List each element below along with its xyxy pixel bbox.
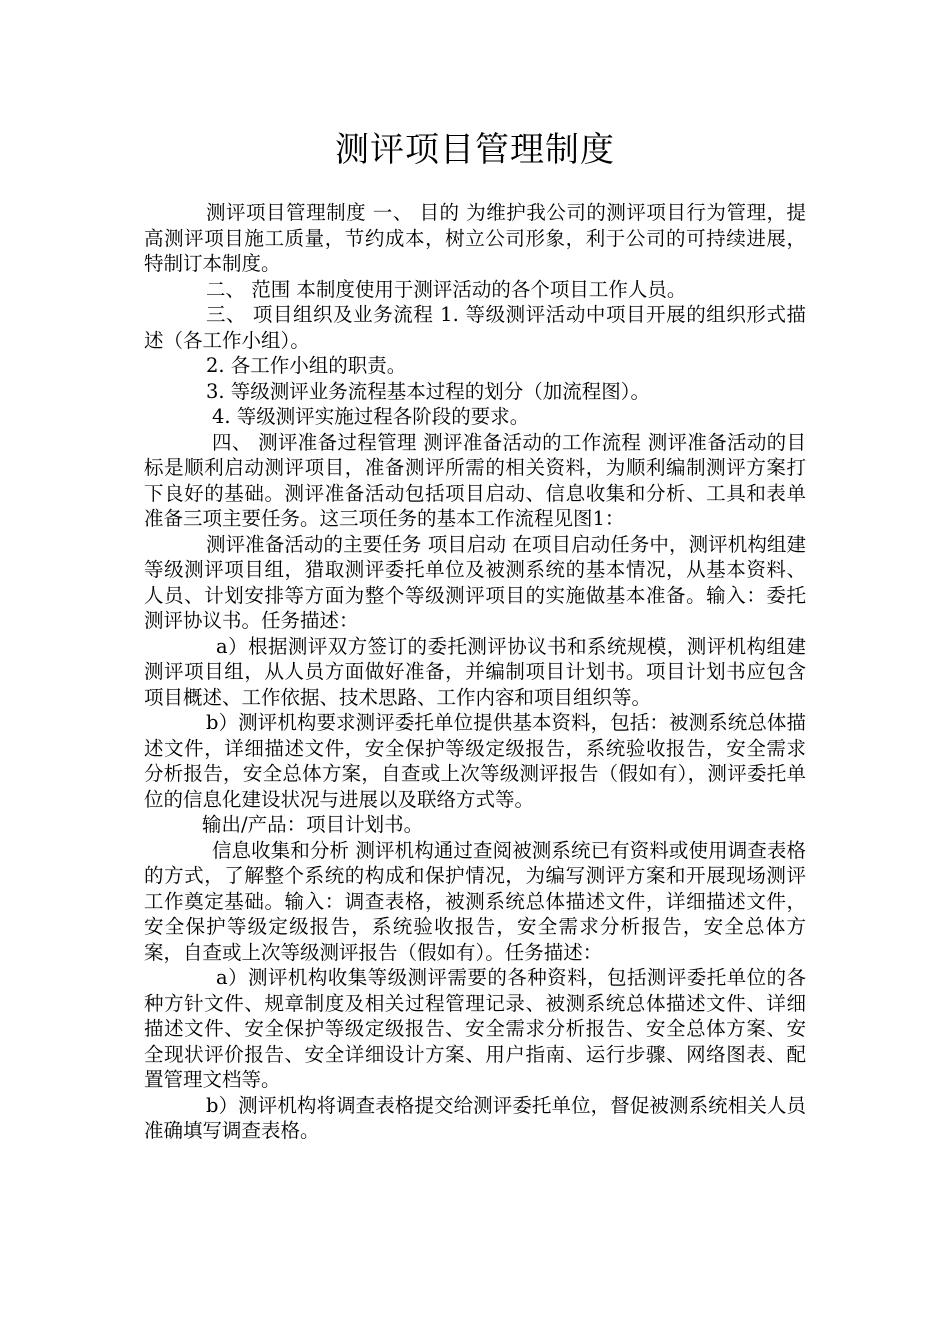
paragraph-info-collection: 信息收集和分析 测评机构通过查阅被测系统已有资料或使用调查表格的方式，了解整个系统的构成和保护情况，为编写测评方案和开展现场测评工作奠定基础。输入：调查表格，被测系统总体描述文件，详细描述文件，安全保护等级定级报告，系统验收报告，安全需求分析报告，安全总体方案，自查或上次等级测评报告（假如有）。任务描述： bbox=[144, 838, 806, 964]
paragraph-output: 输出/产品：项目计划书。 bbox=[202, 813, 424, 836]
paragraph-task-a-1: a）根据测评双方签订的委托测评协议书和系统规模，测评机构组建测评项目组，从人员方面做好准备，并编制项目计划书。项目计划书应包含项目概述、工作依据、技术思路、工作内容和项目组织等。 bbox=[144, 634, 806, 709]
document-title: 测评项目管理制度 bbox=[335, 130, 615, 170]
paragraph-task-b-2: b）测评机构将调查表格提交给测评委托单位，督促被测系统相关人员准确填写调查表格。 bbox=[144, 1093, 806, 1142]
paragraph-task-b-1: b）测评机构要求测评委托单位提供基本资料，包括：被测系统总体描述文件，详细描述文件，安全保护等级定级报告，系统验收报告，安全需求分析报告，安全总体方案，自查或上次等级测评报告（假如有），测评委托单位的信息化建设状况与进展以及联络方式等。 bbox=[144, 711, 806, 811]
paragraph-organization: 三、 项目组织及业务流程 1. 等级测评活动中项目开展的组织形式描述（各工作小组）。 bbox=[144, 303, 806, 352]
paragraph-task-a-2: a）测评机构收集等级测评需要的各种资料，包括测评委托单位的各种方针文件、规章制度及相关过程管理记录、被测系统总体描述文件、详细描述文件、安全保护等级定级报告、安全需求分析报告、安全总体方案、安全现状评价报告、安全详细设计方案、用户指南、运行步骤、网络图表、配置管理文档等。 bbox=[144, 966, 806, 1091]
document-body bbox=[144, 200, 806, 1144]
paragraph-preparation: 四、 测评准备过程管理 测评准备活动的工作流程 测评准备活动的目标是顺利启动测评项目，准备测评所需的相关资料，为顺利编制测评方案打下良好的基础。测评准备活动包括项目启动、信息收集和分析、工具和表单准备三项主要任务。这三项任务的基本工作流程见图1： bbox=[144, 430, 806, 530]
paragraph-main-tasks: 测评准备活动的主要任务 项目启动 在项目启动任务中，测评机构组建等级测评项目组，猎取测评委托单位及被测系统的基本情况，从基本资料、人员、计划安排等方面为整个等级测评项目的实施做基本准备。输入：委托测评协议书。任务描述： bbox=[144, 532, 806, 632]
paragraph-purpose: 测评项目管理制度 一、 目的 为维护我公司的测评项目行为管理，提高测评项目施工质量，节约成本，树立公司形象，利于公司的可持续进展，特制订本制度。 bbox=[144, 201, 806, 275]
list-item-4: 4. 等级测评实施过程各阶段的要求。 bbox=[212, 405, 530, 428]
paragraph-scope: 二、 范围 本制度使用于测评活动的各个项目工作人员。 bbox=[206, 277, 687, 301]
list-item-3: 3. 等级测评业务流程基本过程的划分（加流程图）。 bbox=[206, 379, 651, 403]
list-item-2: 2. 各工作小组的职责。 bbox=[206, 354, 407, 377]
